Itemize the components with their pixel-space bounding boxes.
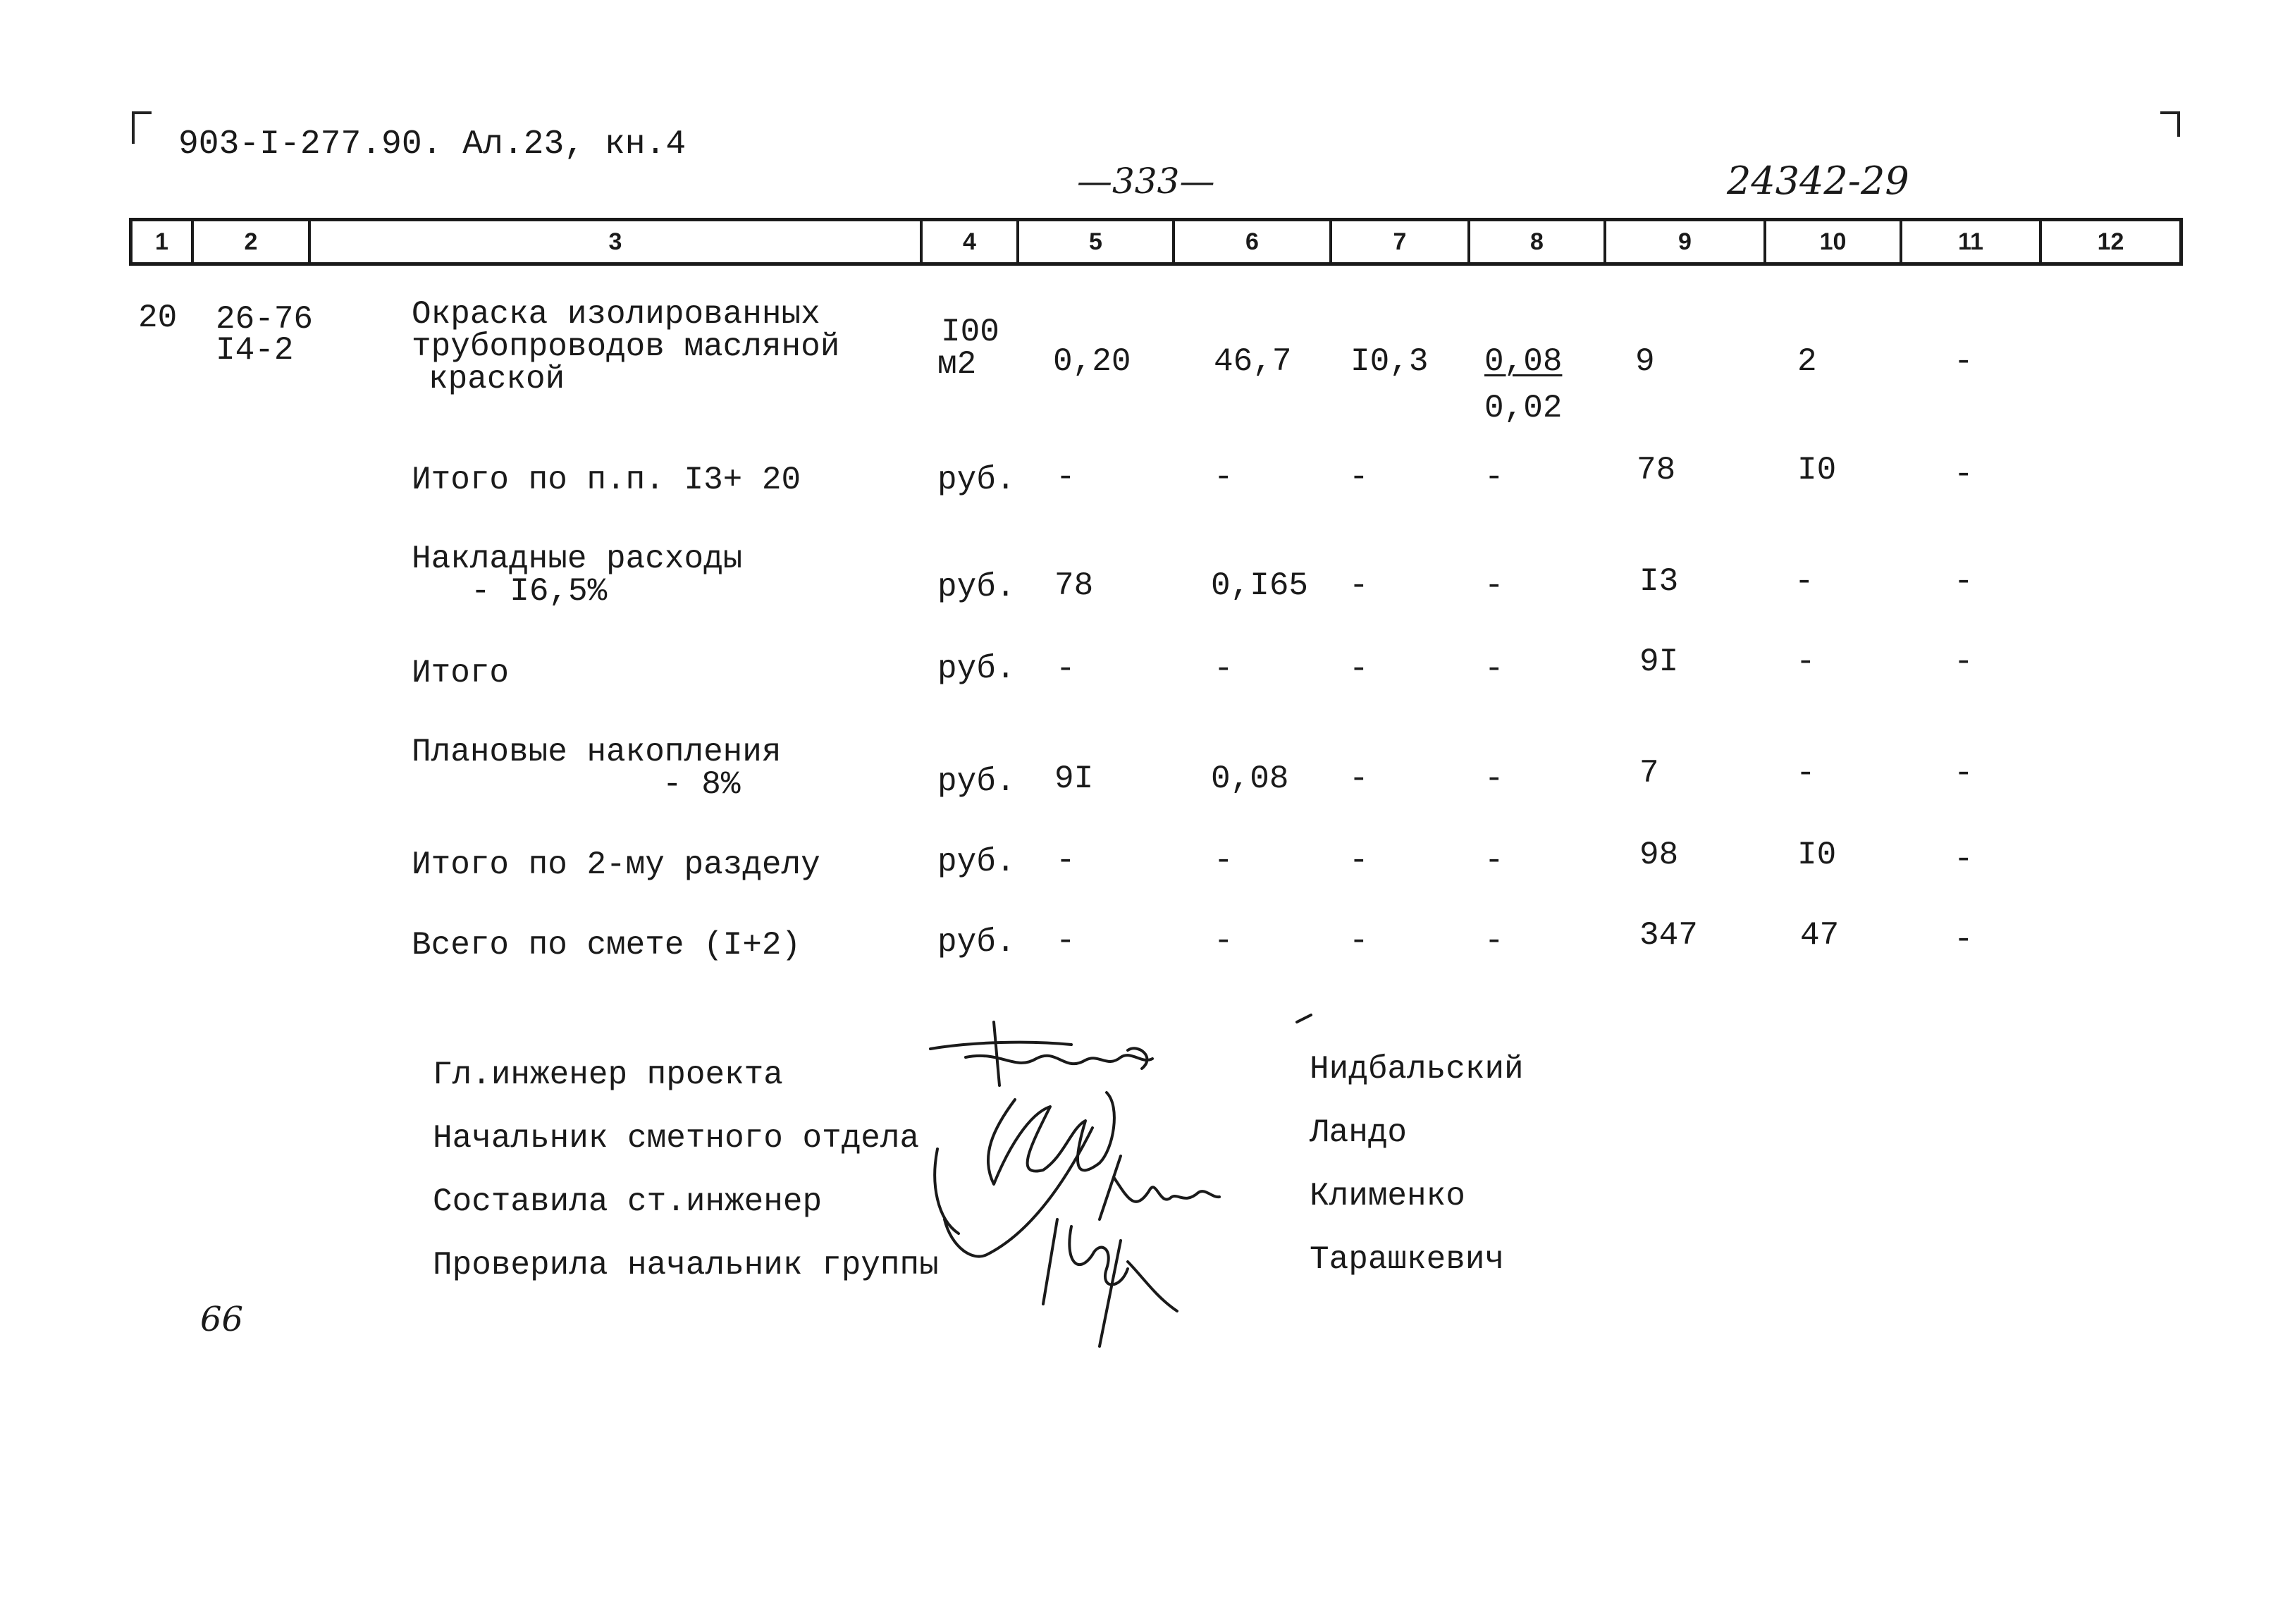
item-name-line-1: Окраска изолированных bbox=[412, 296, 820, 333]
signature-role-4: Проверила начальник группы bbox=[433, 1247, 939, 1284]
cell-c8-bottom: 0,02 bbox=[1484, 390, 1563, 426]
row-unit: руб. bbox=[937, 462, 1016, 498]
cell-c10: - bbox=[1796, 755, 1816, 792]
cell-c6: - bbox=[1214, 459, 1233, 496]
cell-c9: 98 bbox=[1639, 837, 1679, 873]
cell-c5: - bbox=[1056, 459, 1076, 496]
column-header-3: 3 bbox=[311, 221, 923, 262]
column-header-6: 6 bbox=[1175, 221, 1332, 262]
item-number: 20 bbox=[138, 300, 178, 336]
corner-mark-top-left bbox=[132, 111, 152, 144]
signature-role-3: Составила ст.инженер bbox=[433, 1183, 823, 1220]
cell-c10: 47 bbox=[1800, 917, 1840, 954]
cell-c5: - bbox=[1056, 923, 1076, 959]
cell-c11: - bbox=[1954, 755, 1974, 792]
cell-c10: - bbox=[1796, 644, 1816, 680]
column-header-10: 10 bbox=[1766, 221, 1902, 262]
cell-c8: - bbox=[1484, 651, 1504, 687]
row-unit: руб. bbox=[937, 651, 1016, 687]
cell-c5: 0,20 bbox=[1053, 343, 1131, 380]
column-header-9: 9 bbox=[1606, 221, 1766, 262]
cell-c7: - bbox=[1349, 459, 1369, 496]
column-header-11: 11 bbox=[1902, 221, 2042, 262]
signature-name-3: Клименко bbox=[1310, 1178, 1465, 1214]
cell-c7: - bbox=[1349, 761, 1369, 797]
cell-c9: 9 bbox=[1635, 343, 1655, 380]
handwritten-mark: 66 bbox=[200, 1300, 244, 1339]
signature-name-2: Ландо bbox=[1310, 1114, 1408, 1151]
cell-c6: - bbox=[1214, 842, 1233, 879]
signature-role-2: Начальник сметного отдела bbox=[433, 1120, 920, 1157]
row-name-line-1: Плановые накопления bbox=[412, 734, 782, 770]
cell-c8: - bbox=[1484, 923, 1504, 959]
column-header-7: 7 bbox=[1332, 221, 1470, 262]
signature-name-4: Тарашкевич bbox=[1310, 1241, 1505, 1278]
column-header-8: 8 bbox=[1470, 221, 1606, 262]
row-unit: руб. bbox=[937, 924, 1016, 961]
cell-c7: - bbox=[1349, 842, 1369, 879]
page-number-value: 333 bbox=[1112, 161, 1180, 202]
cell-c9: I3 bbox=[1639, 563, 1679, 600]
cell-c7: - bbox=[1349, 923, 1369, 959]
cell-c11: - bbox=[1954, 343, 1974, 380]
cell-c8: - bbox=[1484, 459, 1504, 496]
row-name-line-1: Накладные расходы bbox=[412, 541, 743, 577]
cell-c8-top: 0,08 bbox=[1484, 343, 1563, 380]
cell-c5: 9I bbox=[1054, 761, 1094, 797]
handwritten-signatures bbox=[888, 1008, 1565, 1360]
row-name: Всего по смете (I+2) bbox=[412, 927, 801, 964]
row-unit: руб. bbox=[937, 763, 1016, 800]
column-header-12: 12 bbox=[2097, 228, 2124, 255]
signature-3-stroke bbox=[1100, 1156, 1219, 1219]
row-unit: руб. bbox=[937, 569, 1016, 605]
cell-c11: - bbox=[1954, 921, 1974, 958]
cell-c10: 2 bbox=[1797, 343, 1817, 380]
cell-c10: I0 bbox=[1797, 837, 1837, 873]
signature-2-stroke bbox=[935, 1093, 1114, 1257]
cell-c5: - bbox=[1056, 651, 1076, 687]
cell-c7: - bbox=[1349, 651, 1369, 687]
cell-c5: - bbox=[1056, 842, 1076, 879]
cell-c9: 78 bbox=[1637, 452, 1676, 488]
column-header-1: 1 bbox=[133, 221, 194, 262]
row-name: Итого по 2-му разделу bbox=[412, 847, 820, 883]
cell-c7: I0,3 bbox=[1350, 343, 1429, 380]
column-header-2: 2 bbox=[194, 221, 311, 262]
corner-mark-top-right bbox=[2160, 111, 2180, 137]
cell-c6: 46,7 bbox=[1214, 343, 1292, 380]
cell-c9: 347 bbox=[1639, 917, 1698, 954]
column-header-4: 4 bbox=[923, 221, 1019, 262]
signature-4-stroke bbox=[1043, 1015, 1311, 1346]
signature-role-1: Гл.инженер проекта bbox=[433, 1057, 783, 1093]
cell-c11: - bbox=[1954, 841, 1974, 878]
document-code: 903-I-277.90. Ал.23, кн.4 bbox=[178, 125, 687, 164]
cell-c6: 0,08 bbox=[1211, 761, 1289, 797]
row-unit: руб. bbox=[937, 844, 1016, 880]
cell-c5: 78 bbox=[1054, 567, 1094, 604]
cell-c6: - bbox=[1214, 651, 1233, 687]
cell-c10: - bbox=[1795, 563, 1814, 600]
row-name: Итого bbox=[412, 655, 510, 691]
cell-c7: - bbox=[1349, 567, 1369, 604]
cell-c11: - bbox=[1954, 456, 1974, 493]
item-unit-1: I00 bbox=[941, 314, 999, 350]
cell-c10: I0 bbox=[1797, 452, 1837, 488]
item-code-2: I4-2 bbox=[216, 332, 294, 369]
cell-c8: - bbox=[1484, 761, 1504, 797]
item-unit-2: м2 bbox=[937, 346, 977, 383]
cell-c6: - bbox=[1214, 923, 1233, 959]
item-name-line-3: краской bbox=[429, 361, 565, 398]
signature-name-1: Нидбальский bbox=[1310, 1051, 1524, 1088]
row-name-line-2: - 8% bbox=[663, 766, 741, 803]
row-name-line-2: - I6,5% bbox=[471, 573, 608, 610]
cell-c9: 7 bbox=[1639, 755, 1659, 792]
row-name: Итого по п.п. I3+ 20 bbox=[412, 462, 801, 498]
document-number: 24342-29 bbox=[1727, 159, 1909, 203]
item-code-1: 26-76 bbox=[216, 301, 314, 338]
cell-c8: - bbox=[1484, 567, 1504, 604]
cell-c11: - bbox=[1954, 644, 1974, 680]
cell-c6: 0,I65 bbox=[1211, 567, 1309, 604]
item-name-line-2: трубопроводов масляной bbox=[412, 328, 840, 365]
signature-1-stroke bbox=[930, 1022, 1152, 1085]
page-number: —333— bbox=[1077, 161, 1215, 202]
column-header-5: 5 bbox=[1019, 221, 1175, 262]
column-header-row bbox=[129, 218, 2183, 266]
cell-c8: - bbox=[1484, 842, 1504, 879]
cell-c9: 9I bbox=[1639, 644, 1679, 680]
cell-c11: - bbox=[1954, 563, 1974, 600]
